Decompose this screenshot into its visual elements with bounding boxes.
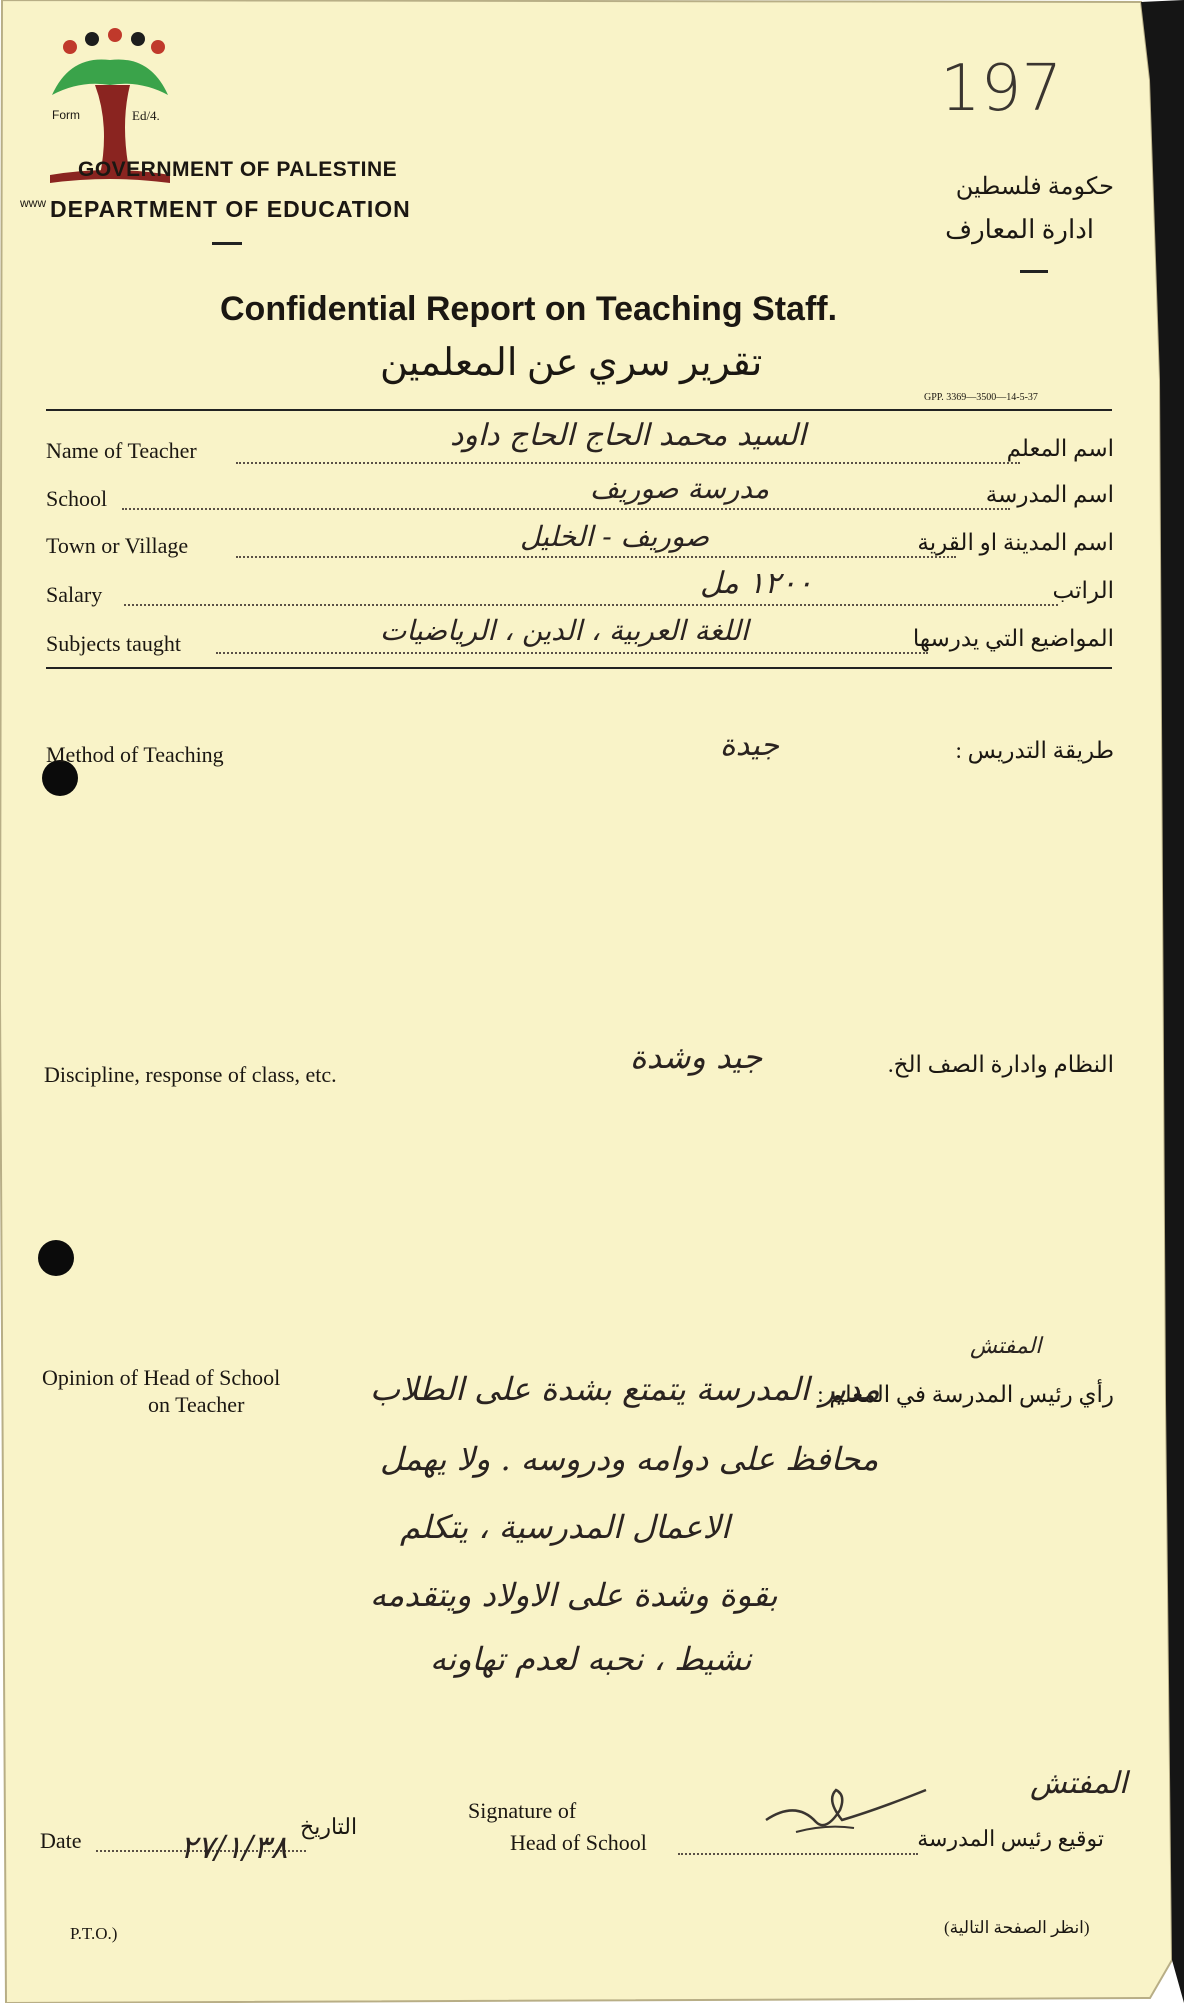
salary-label-ar: الراتب <box>1052 578 1114 603</box>
opinion-line-2: محافظ على دوامه ودروسه . ولا يهمل <box>380 1440 879 1478</box>
header-dash-right <box>1020 270 1048 273</box>
opinion-label-ar: رأي رئيس المدرسة في المعلم : <box>817 1382 1114 1407</box>
salary-value: ١٢٠٠ مل <box>700 566 813 601</box>
opinion-line-5: نشيط ، نحبه لعدم تهاونه <box>430 1640 752 1678</box>
school-label: School <box>46 486 108 511</box>
opinion-label-line2: on Teacher <box>148 1392 245 1417</box>
print-code: GPP. 3369—3500—14-5-37 <box>924 392 1038 403</box>
pto-label-ar: (انظر الصفحة التالية) <box>944 1918 1090 1937</box>
town-label: Town or Village <box>46 533 189 558</box>
school-value: مدرسة صوريف <box>590 472 770 505</box>
date-label-ar: التاريخ <box>300 1814 358 1839</box>
method-value: جيدة <box>720 728 780 763</box>
page-number: 197 <box>940 52 1063 126</box>
subjects-label-ar: المواضيع التي يدرسها <box>912 626 1114 651</box>
government-heading: GOVERNMENT OF PALESTINE <box>78 158 398 181</box>
signature-inspector-note: المفتش <box>1030 1766 1128 1801</box>
method-label-ar: طريقة التدريس : <box>955 738 1114 763</box>
signature-label-line1: Signature of <box>468 1798 577 1823</box>
signature-label-ar: توقيع رئيس المدرسة <box>917 1826 1104 1851</box>
opinion-inspector-note: المفتش <box>970 1334 1042 1359</box>
method-label: Method of Teaching <box>46 742 224 767</box>
government-heading-ar: حكومة فلسطين <box>955 174 1114 200</box>
head-signature-icon <box>756 1770 936 1850</box>
opinion-line-4: بقوة وشدة على الاولاد ويتقدمه <box>370 1576 778 1614</box>
discipline-value: جيد وشدة <box>630 1038 763 1076</box>
discipline-label-ar: النظام وادارة الصف الخ. <box>887 1052 1114 1077</box>
teacher-name-value: السيد محمد الحاج الحاج داود <box>450 418 806 453</box>
town-value: صوريف - الخليل <box>520 520 710 553</box>
discipline-label: Discipline, response of class, etc. <box>44 1062 337 1087</box>
punch-hole-icon <box>38 1240 74 1276</box>
report-title-ar: تقرير سري عن المعلمين <box>380 342 763 384</box>
report-title: Confidential Report on Teaching Staff. <box>220 290 838 328</box>
fields-bottom-rule <box>46 667 1112 669</box>
pto-label: P.T.O.) <box>70 1924 118 1943</box>
teacher-name-label-ar: اسم المعلم <box>1006 436 1114 461</box>
fields-top-rule <box>46 409 1112 411</box>
teacher-name-label: Name of Teacher <box>46 438 197 463</box>
date-value: ٢٧/١/٣٨ <box>180 1828 288 1866</box>
form-number-label: Form <box>52 108 80 122</box>
subjects-label: Subjects taught <box>46 631 182 656</box>
department-heading: DEPARTMENT OF EDUCATION <box>50 196 411 222</box>
town-label-ar: اسم المدينة او القرية <box>917 530 1114 555</box>
opinion-label-line1: Opinion of Head of School <box>42 1365 281 1390</box>
opinion-line-3: الاعمال المدرسية ، يتكلم <box>400 1508 730 1546</box>
header-dash-left <box>212 242 242 245</box>
form-code: Ed/4. <box>132 108 160 123</box>
school-label-ar: اسم المدرسة <box>985 482 1114 507</box>
watermark-url: www <box>20 196 46 210</box>
date-label: Date <box>40 1828 82 1853</box>
department-heading-ar: ادارة المعارف <box>945 215 1094 244</box>
signature-label-line2: Head of School <box>510 1830 647 1855</box>
salary-label: Salary <box>46 582 103 607</box>
opinion-line-1: مدير المدرسة يتمتع بشدة على الطلاب <box>370 1370 880 1408</box>
subjects-value: اللغة العربية ، الدين ، الرياضيات <box>380 614 749 647</box>
